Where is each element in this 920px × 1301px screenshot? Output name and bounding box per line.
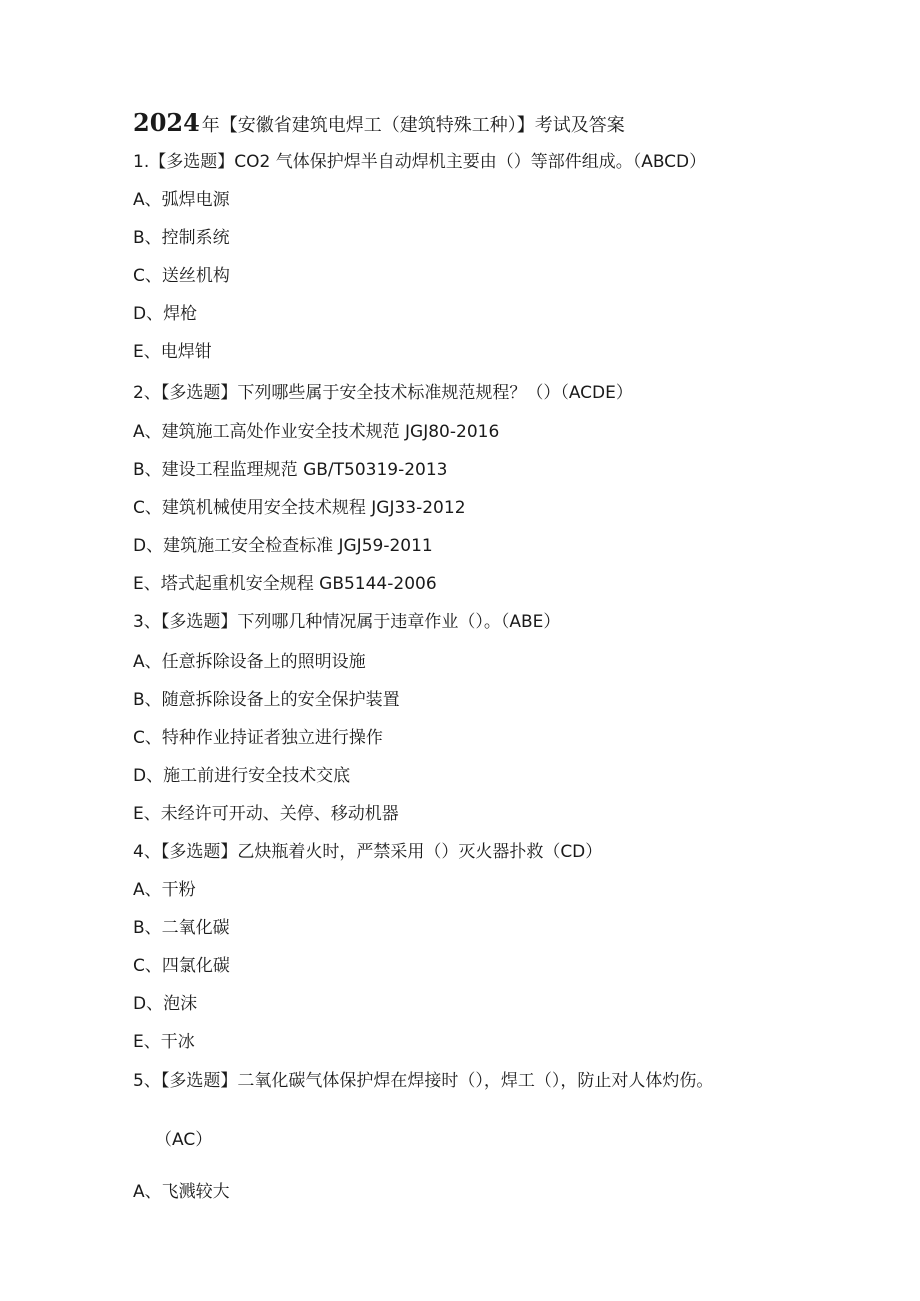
- question-2-option-c: C、建筑机械使用安全技术规程 JGJ33-2012: [133, 498, 466, 518]
- question-2-option-a: A、建筑施工高处作业安全技术规范 JGJ80-2016: [133, 422, 500, 442]
- title-text: 年【安徽省建筑电焊工（建筑特殊工种）】考试及答案: [201, 115, 625, 136]
- question-4-stem: 4、【多选题】乙炔瓶着火时，严禁采用（）灭火器扑救（CD）: [133, 842, 603, 862]
- question-4-option-d: D、泡沫: [133, 994, 198, 1014]
- document-title: [133, 109, 625, 140]
- question-2-stem: 2、【多选题】下列哪些属于安全技术标准规范规程？（）（ACDE）: [133, 383, 633, 403]
- question-3-option-e: E、未经许可开动、关停、移动机器: [133, 804, 399, 824]
- question-1-stem: 1.【多选题】CO2 气体保护焊半自动焊机主要由（）等部件组成。（ABCD）: [133, 152, 707, 172]
- question-2-option-b: B、建设工程监理规范 GB/T50319-2013: [133, 460, 448, 480]
- question-3-option-d: D、施工前进行安全技术交底: [133, 766, 351, 786]
- question-5-stem: 5、【多选题】二氧化碳气体保护焊在焊接时（），焊工（），防止对人体灼伤。: [133, 1071, 714, 1091]
- question-3-option-a: A、任意拆除设备上的照明设施: [133, 652, 366, 672]
- question-1-option-a: A、弧焊电源: [133, 190, 230, 210]
- question-3-option-c: C、特种作业持证者独立进行操作: [133, 728, 383, 748]
- question-3-option-b: B、随意拆除设备上的安全保护装置: [133, 690, 400, 710]
- question-2-option-d: D、建筑施工安全检查标准 JGJ59-2011: [133, 536, 433, 556]
- question-1-option-e: E、电焊钳: [133, 342, 212, 362]
- question-4-option-c: C、四氯化碳: [133, 956, 230, 976]
- question-1-option-c: C、送丝机构: [133, 266, 230, 286]
- question-2-option-e: E、塔式起重机安全规程 GB5144-2006: [133, 574, 437, 594]
- question-1-option-d: D、焊枪: [133, 304, 198, 324]
- title-year: 2024: [133, 108, 200, 137]
- question-5-answer: （AC）: [155, 1130, 213, 1150]
- question-3-stem: 3、【多选题】下列哪几种情况属于违章作业（）。（ABE）: [133, 612, 561, 632]
- question-4-option-e: E、干冰: [133, 1032, 195, 1052]
- question-4-option-b: B、二氧化碳: [133, 918, 230, 938]
- question-1-option-b: B、控制系统: [133, 228, 230, 248]
- question-5-option-a: A、飞溅较大: [133, 1182, 230, 1202]
- question-4-option-a: A、干粉: [133, 880, 196, 900]
